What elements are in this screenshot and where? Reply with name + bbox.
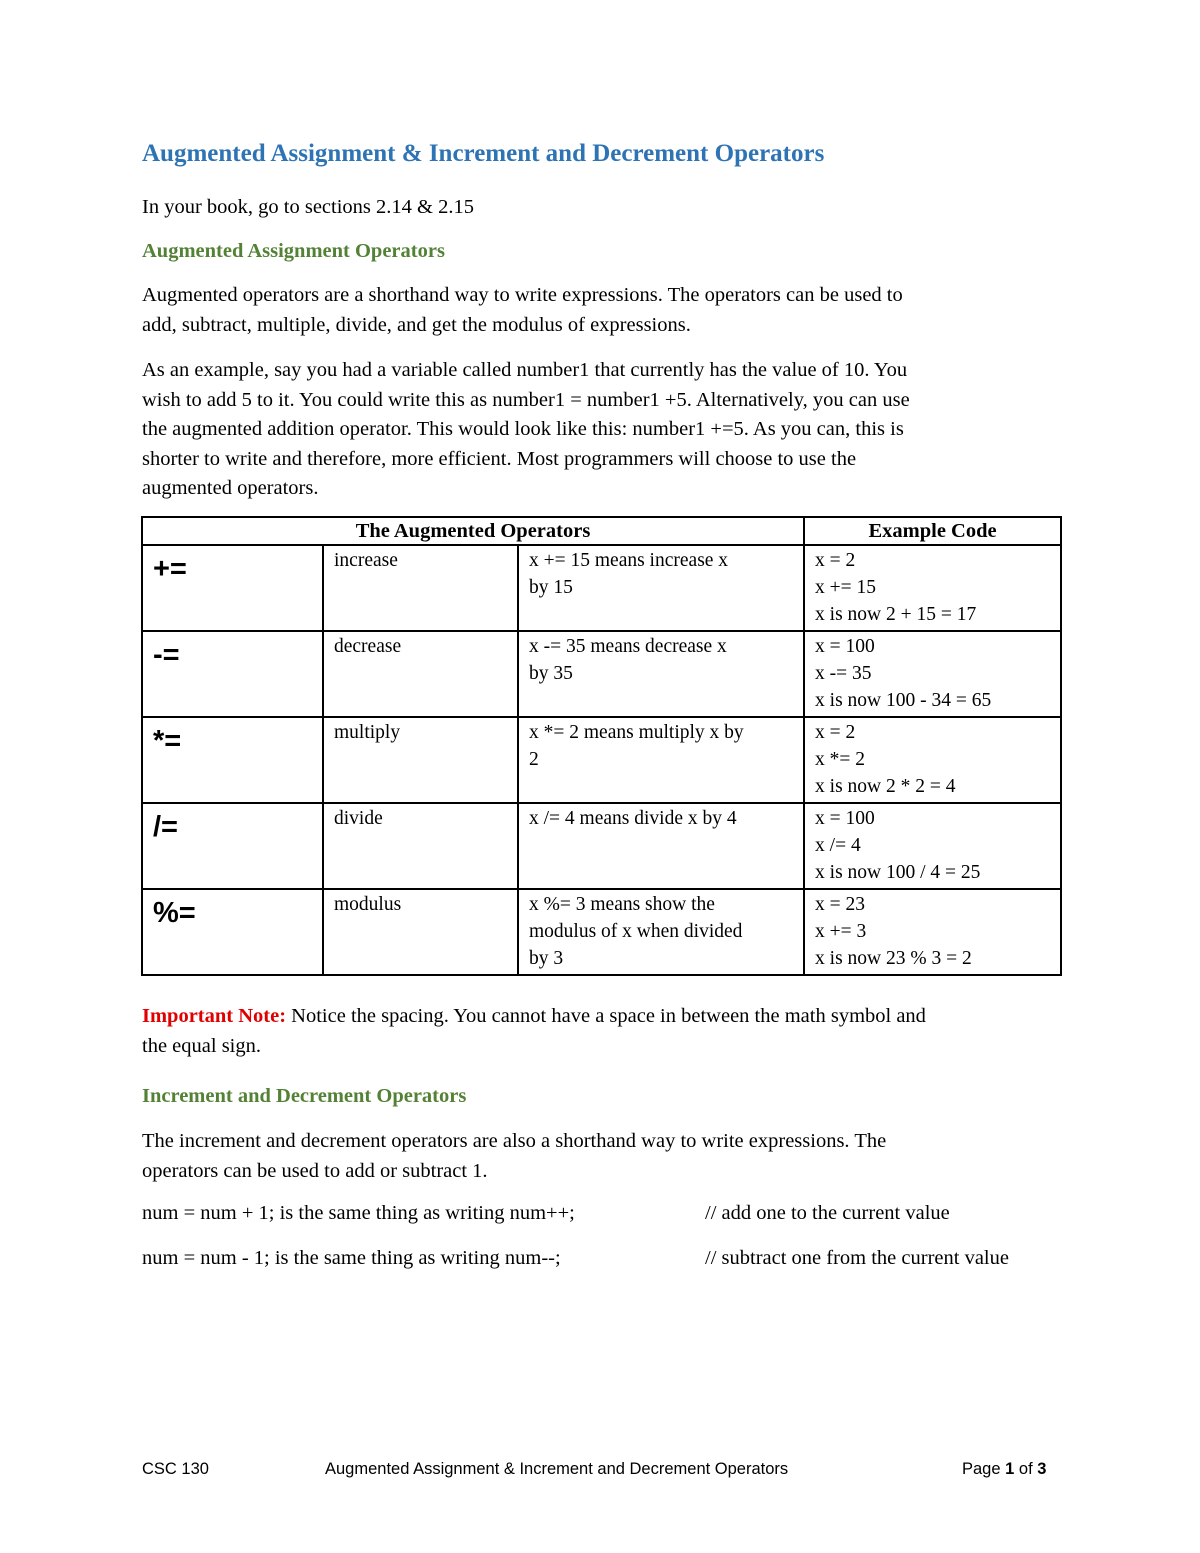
operator-description — [518, 631, 804, 717]
paragraph-line: operators can be used to add or subtract 1. — [142, 1159, 488, 1182]
code-line: x = 2 — [815, 722, 856, 743]
example-code — [804, 545, 1061, 631]
intro-text: In your book, go to sections 2.14 & 2.15 — [142, 196, 474, 218]
table-row — [142, 803, 1061, 889]
description-line: x %= 3 means show the — [529, 894, 715, 915]
footer-course: CSC 130 — [142, 1460, 209, 1478]
paragraph-increment — [142, 1127, 886, 1186]
document-title: Augmented Assignment & Increment and Decrement Operators — [142, 140, 825, 167]
code-line: x -= 35 — [815, 663, 872, 684]
note-line — [142, 1002, 926, 1032]
paragraph-line: wish to add 5 to it. You could write this as number1 = number1 +5. Alternatively, you can use — [142, 388, 910, 411]
code-line: x is now 2 + 15 = 17 — [815, 604, 977, 625]
footer-page-word: Page — [962, 1460, 1006, 1478]
paragraph-line: Augmented operators are a shorthand way to write expressions. The operators can be used to — [142, 284, 903, 306]
paragraph-line: add, subtract, multiple, divide, and get the modulus of expressions. — [142, 313, 691, 336]
section-heading-augmented: Augmented Assignment Operators — [142, 240, 445, 262]
code-line: x is now 23 % 3 = 2 — [815, 948, 972, 969]
operator-symbol: %= — [142, 889, 323, 975]
section-heading-increment: Increment and Decrement Operators — [142, 1085, 467, 1107]
operator-name: modulus — [323, 889, 518, 975]
operator-description — [518, 545, 804, 631]
table-row — [142, 717, 1061, 803]
table-row — [142, 545, 1061, 631]
description-line: by 35 — [529, 663, 573, 684]
description-line: modulus of x when divided — [529, 921, 743, 942]
operator-symbol: /= — [142, 803, 323, 889]
paragraph-augmented-intro — [142, 281, 903, 340]
operator-symbol: *= — [142, 717, 323, 803]
footer-page-current: 1 — [1005, 1460, 1015, 1478]
code-line: x is now 100 / 4 = 25 — [815, 862, 981, 883]
paragraph-example — [142, 356, 910, 504]
augmented-operators-table — [141, 516, 1062, 976]
operator-name: decrease — [323, 631, 518, 717]
example-code — [804, 631, 1061, 717]
description-line: x *= 2 means multiply x by — [529, 722, 744, 743]
description-line: by 3 — [529, 948, 564, 969]
description-line: x /= 4 means divide x by 4 — [529, 808, 737, 829]
table-row — [142, 631, 1061, 717]
code-line: x *= 2 — [815, 749, 866, 770]
code-line: x = 100 — [815, 636, 875, 657]
paragraph-line: The increment and decrement operators are also a shorthand way to write expressions. The — [142, 1130, 887, 1152]
description-line: by 15 — [529, 577, 573, 598]
paragraph-line: the augmented addition operator. This would look like this: number1 +=5. As you can, this is — [142, 418, 904, 440]
operator-description — [518, 717, 804, 803]
decrement-example-comment: // subtract one from the current value — [705, 1247, 1009, 1269]
code-line: x = 23 — [815, 894, 866, 915]
important-note — [142, 1002, 926, 1061]
code-line: x /= 4 — [815, 835, 861, 856]
operator-symbol: -= — [142, 631, 323, 717]
operator-symbol: += — [142, 545, 323, 631]
description-line: x += 15 means increase x — [529, 550, 729, 571]
paragraph-line: shorter to write and therefore, more efficient. Most programmers will choose to use the — [142, 447, 857, 470]
example-code — [804, 889, 1061, 975]
operator-name: divide — [323, 803, 518, 889]
code-line: x is now 100 - 34 = 65 — [815, 690, 992, 711]
example-code — [804, 803, 1061, 889]
description-line: 2 — [529, 749, 539, 770]
table-header-operators: The Augmented Operators — [142, 517, 804, 545]
code-line: x = 100 — [815, 808, 875, 829]
decrement-example-code: num = num - 1; is the same thing as writing num--; — [142, 1247, 561, 1269]
table-row — [142, 889, 1061, 975]
code-line: x = 2 — [815, 550, 856, 571]
note-label: Important Note: — [142, 1005, 287, 1027]
code-line: x is now 2 * 2 = 4 — [815, 776, 956, 797]
paragraph-line: As an example, say you had a variable called number1 that currently has the value of 10. You — [142, 359, 908, 381]
footer-page-number — [962, 1460, 1046, 1479]
increment-example-comment: // add one to the current value — [705, 1202, 950, 1224]
operator-name: multiply — [323, 717, 518, 803]
example-code — [804, 717, 1061, 803]
code-line: x += 15 — [815, 577, 877, 598]
paragraph-line: augmented operators. — [142, 477, 319, 499]
increment-example-code: num = num + 1; is the same thing as writing num++; — [142, 1202, 575, 1224]
footer-of-word: of — [1014, 1460, 1038, 1478]
table-header-row — [142, 517, 1061, 545]
operator-description — [518, 803, 804, 889]
table-header-example: Example Code — [804, 517, 1061, 545]
operator-description — [518, 889, 804, 975]
description-line: x -= 35 means decrease x — [529, 636, 727, 657]
note-text: Notice the spacing. You cannot have a space in between the math symbol and — [286, 1005, 926, 1027]
note-line: the equal sign. — [142, 1034, 261, 1057]
footer-page-total: 3 — [1037, 1460, 1047, 1478]
operator-name: increase — [323, 545, 518, 631]
code-line: x += 3 — [815, 921, 867, 942]
footer-title: Augmented Assignment & Increment and Decrement Operators — [325, 1460, 789, 1478]
